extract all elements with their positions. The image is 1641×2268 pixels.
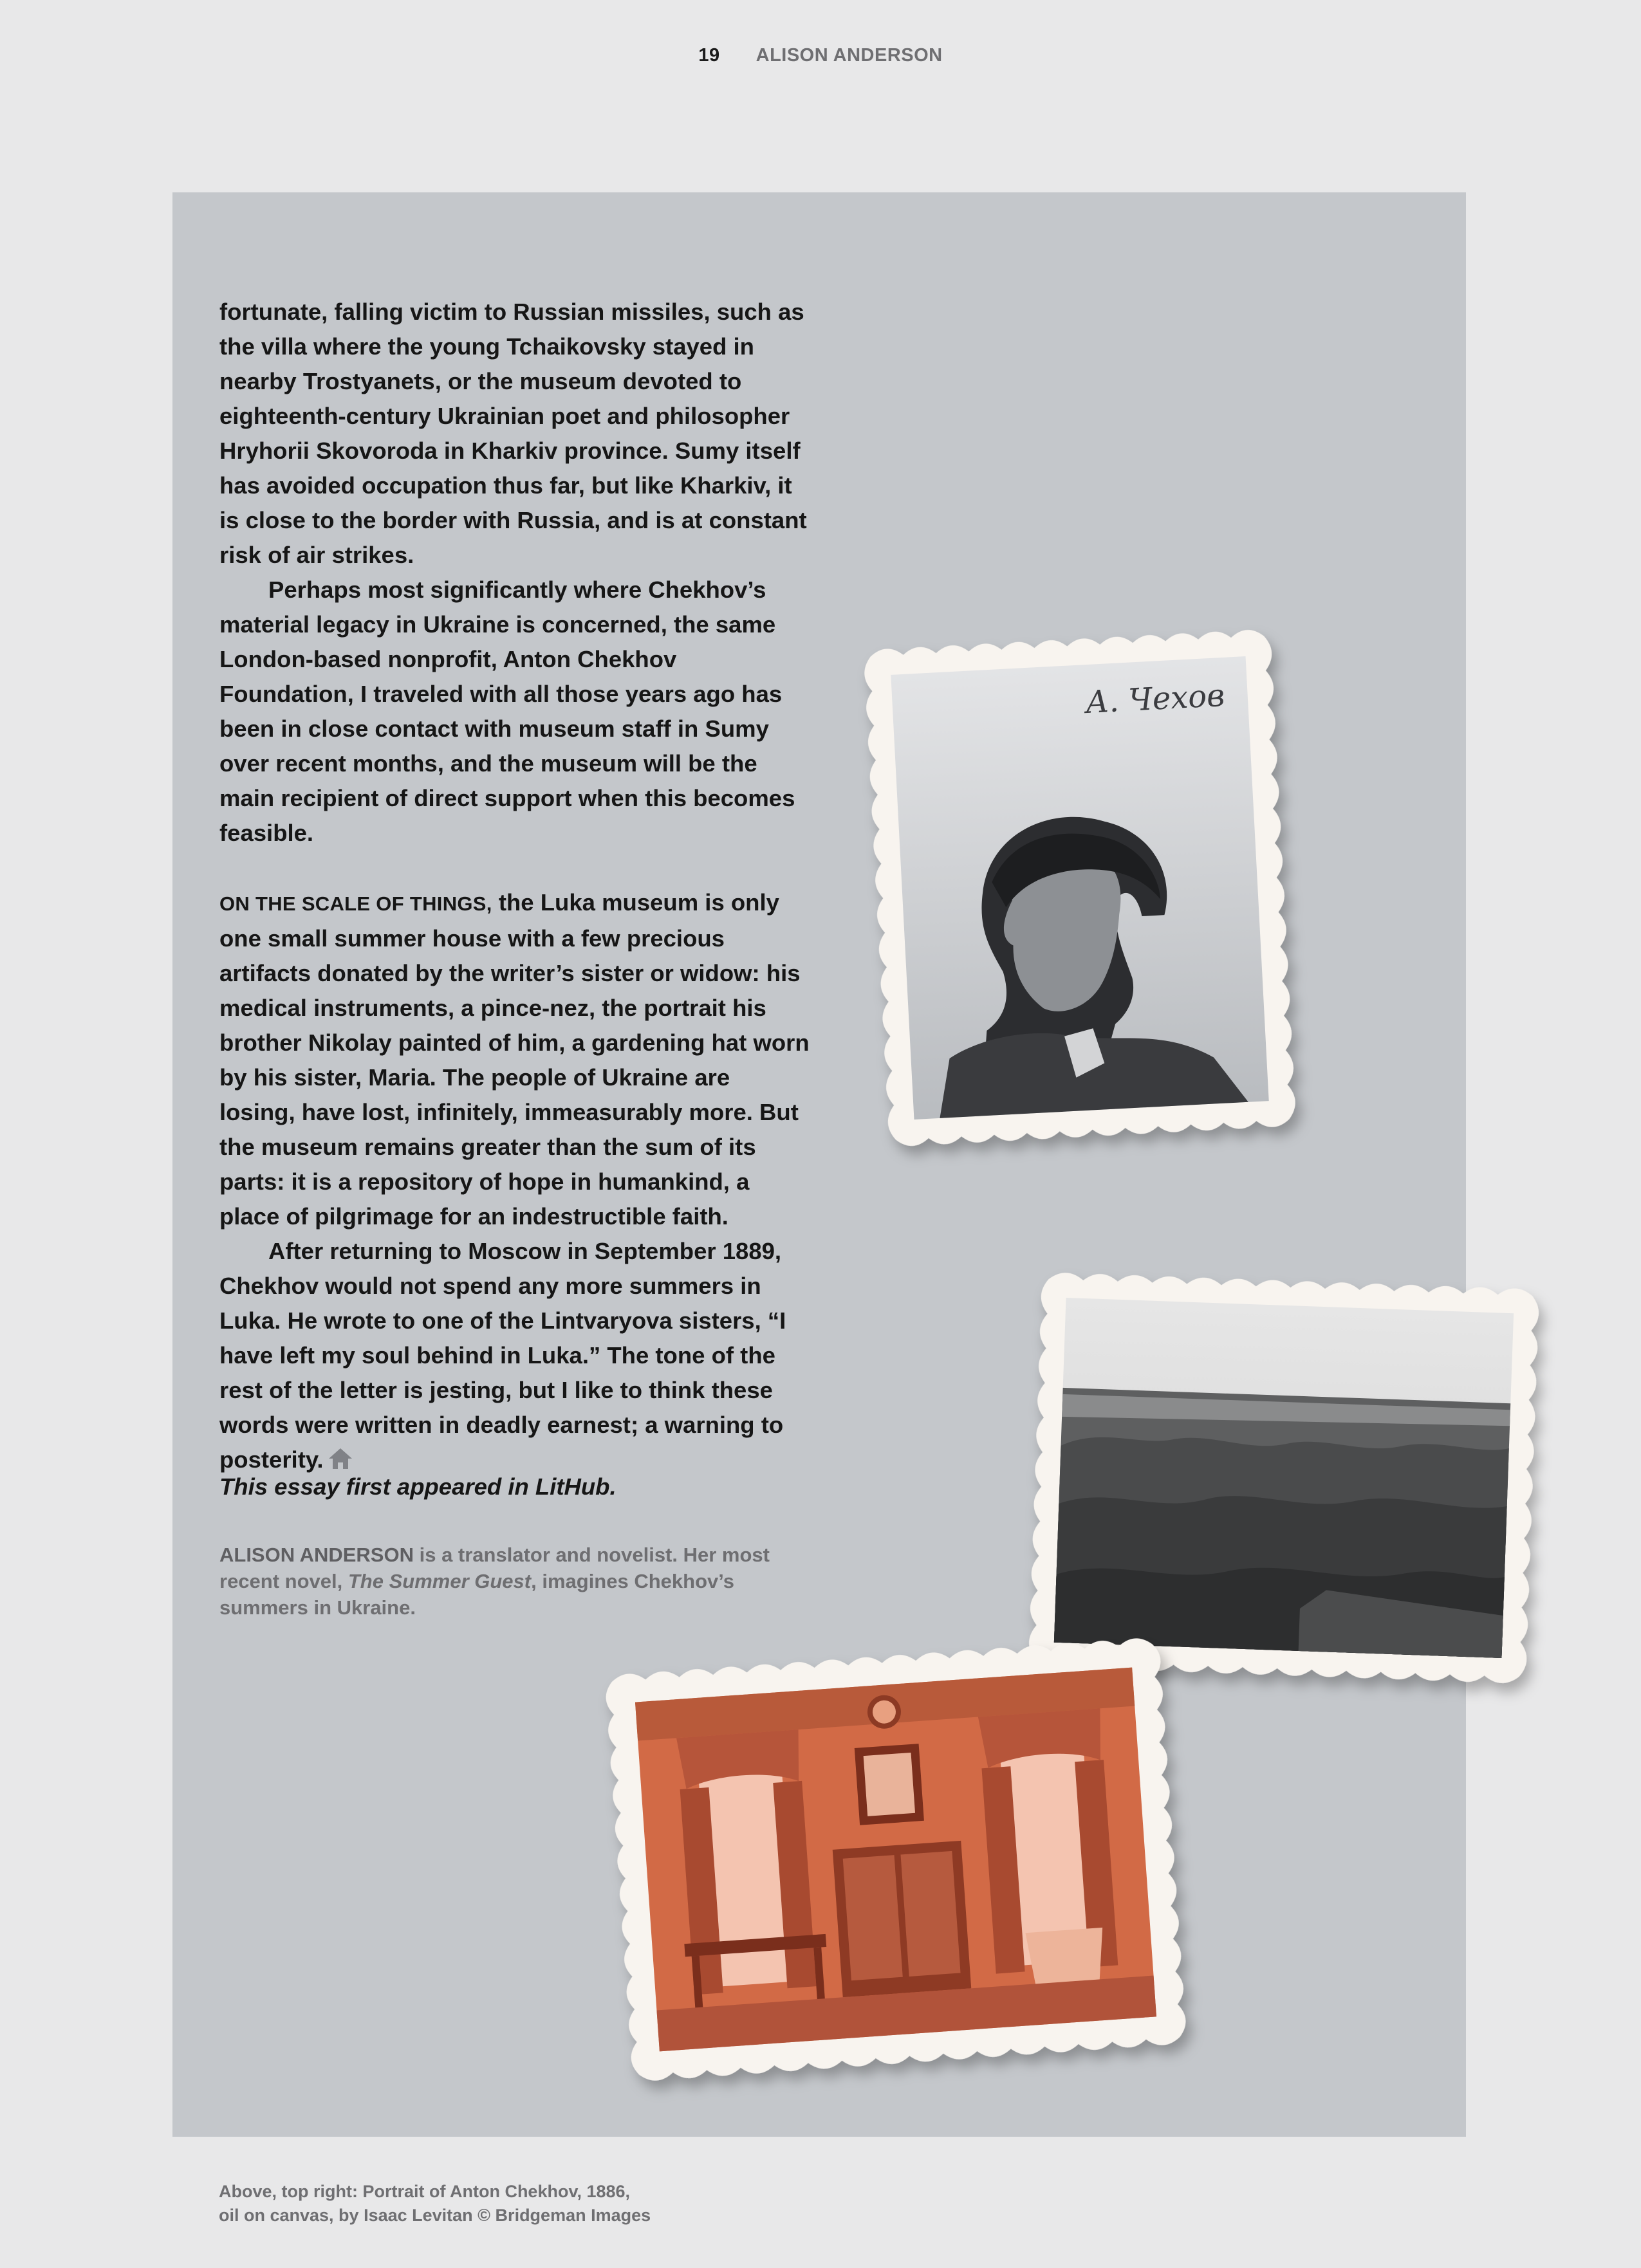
paragraph-4-text: After returning to Moscow in September 1889, Chekhov would not spend any more summers in Luka. He wrote to one of the Lintvaryova sisters, “I have left my soul behind in Luka.” The tone of the rest of the letter is jesting, but I like to think these words were written in deadly earnest; a warning to posterity. [219, 1238, 786, 1473]
caption-line-2: oil on canvas, by Isaac Levitan © Bridgeman Images [219, 2206, 651, 2225]
paragraph-3-text: the Luka museum is only one small summer house with a few precious artifacts donated by the writer’s sister or widow: his medical instruments, a pince-nez, the portrait his brother Nikolay painted of him, a gardening hat worn by his sister, Maria. The people of Ukraine are losing, have lost, infinitely, immeasurably more. But the museum remains greater than the sum of its parts: it is a repository of hope in humankind, a place of pilgrimage for an indestructible faith. [219, 889, 810, 1230]
running-head-author: ALISON ANDERSON [756, 45, 943, 66]
photo-caption [219, 2180, 798, 2227]
paragraph-4 [219, 1234, 811, 1477]
interior-stamp-photo [582, 1615, 1210, 2104]
author-bio: ALISON ANDERSON is a translator and novelist. Her most recent novel, The Summer Guest, imagines Chekhov’s summers in Ukraine. [219, 1544, 770, 1619]
page-number: 19 [698, 45, 720, 66]
publication-credit: This essay first appeared in LitHub. [219, 1473, 617, 1500]
paragraph-2: Perhaps most significantly where Chekhov’s material legacy in Ukraine is concerned, the same London-based nonprofit, Anton Chekhov Foundation, I traveled with all those years ago has been in close contact with museum staff in Sumy over recent months, and the museum will be the main recipient of direct support when this becomes feasible. [219, 576, 795, 846]
article-body [219, 295, 811, 1477]
paragraph-3 [219, 885, 811, 1234]
section-lead-in: ON THE SCALE OF THINGS, [219, 892, 492, 915]
paragraph-1: fortunate, falling victim to Russian missiles, such as the villa where the young Tchaikovsky stayed in nearby Trostyanets, or the museum devoted to eighteenth-century Ukrainian poet and philosopher Hryhorii Skovoroda in Kharkiv province. Sumy itself has avoided occupation thus far, but like Kharkiv, it is close to the border with Russia, and is at constant risk of air strikes. [219, 299, 807, 568]
portrait-signature: А. Чехов [1084, 677, 1226, 721]
running-head [0, 45, 1641, 66]
portrait-stamp-photo [848, 611, 1312, 1165]
caption-line-1: Above, top right: Portrait of Anton Chekhov, 1886, [219, 2182, 631, 2201]
house-icon [328, 1447, 353, 1470]
book-title: The Summer Guest [348, 1570, 532, 1592]
bio-author-name: ALISON ANDERSON [219, 1544, 414, 1566]
